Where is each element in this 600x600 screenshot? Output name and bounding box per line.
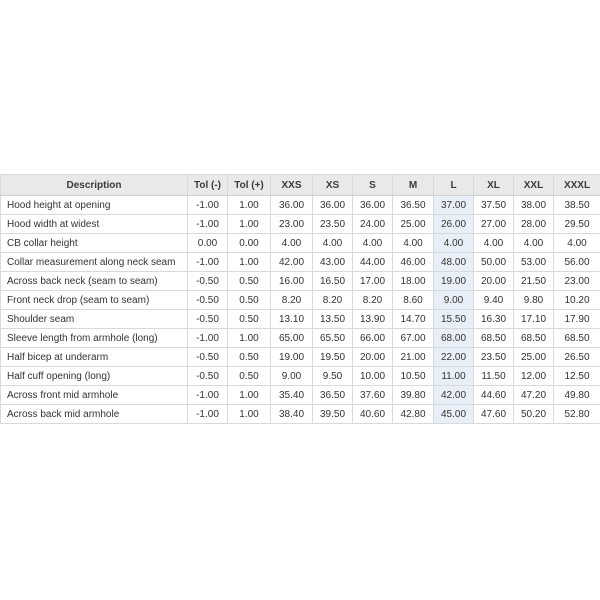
table-cell: 0.50 — [228, 272, 271, 291]
table-cell: 68.50 — [554, 329, 600, 348]
table-cell: 56.00 — [554, 253, 600, 272]
column-header-xxs: XXS — [271, 175, 313, 196]
table-row — [1, 310, 600, 329]
table-cell: 1.00 — [228, 196, 271, 215]
table-cell: 17.00 — [353, 272, 393, 291]
table-cell: 4.00 — [514, 234, 554, 253]
column-header-s: S — [353, 175, 393, 196]
table-cell: 1.00 — [228, 329, 271, 348]
table-cell: 47.60 — [474, 405, 514, 424]
table-cell: 37.50 — [474, 196, 514, 215]
row-description: Half bicep at underarm — [1, 348, 188, 367]
table-cell: -0.50 — [188, 367, 228, 386]
table-cell: 12.00 — [514, 367, 554, 386]
column-header-xl: XL — [474, 175, 514, 196]
table-cell: 1.00 — [228, 215, 271, 234]
table-cell: 39.50 — [313, 405, 353, 424]
table-cell: 18.00 — [393, 272, 434, 291]
table-cell: -1.00 — [188, 405, 228, 424]
table-cell: 38.00 — [514, 196, 554, 215]
table-row — [1, 234, 600, 253]
table-cell: 47.20 — [514, 386, 554, 405]
table-cell: 12.50 — [554, 367, 600, 386]
table-cell: 0.50 — [228, 348, 271, 367]
table-cell: 10.50 — [393, 367, 434, 386]
table-cell: 17.90 — [554, 310, 600, 329]
table-cell: 21.50 — [514, 272, 554, 291]
table-cell: 67.00 — [393, 329, 434, 348]
table-cell: -1.00 — [188, 215, 228, 234]
row-description: Collar measurement along neck seam — [1, 253, 188, 272]
table-row — [1, 291, 600, 310]
row-description: Across back mid armhole — [1, 405, 188, 424]
table-row — [1, 405, 600, 424]
table-cell: 1.00 — [228, 386, 271, 405]
table-cell: 68.50 — [474, 329, 514, 348]
row-description: Shoulder seam — [1, 310, 188, 329]
table-cell: 9.50 — [313, 367, 353, 386]
table-cell: 13.90 — [353, 310, 393, 329]
table-cell: 52.80 — [554, 405, 600, 424]
table-cell: 4.00 — [434, 234, 474, 253]
table-cell: 36.00 — [271, 196, 313, 215]
table-cell: -0.50 — [188, 291, 228, 310]
row-description: Sleeve length from armhole (long) — [1, 329, 188, 348]
table-cell: 40.60 — [353, 405, 393, 424]
table-row — [1, 329, 600, 348]
table-row — [1, 215, 600, 234]
table-cell: 4.00 — [393, 234, 434, 253]
table-cell: 0.50 — [228, 367, 271, 386]
table-cell: 9.80 — [514, 291, 554, 310]
table-cell: 36.50 — [393, 196, 434, 215]
column-header-tol: Tol (-) — [188, 175, 228, 196]
column-header-m: M — [393, 175, 434, 196]
table-cell: 29.50 — [554, 215, 600, 234]
table-cell: -0.50 — [188, 272, 228, 291]
table-cell: 49.80 — [554, 386, 600, 405]
table-cell: 25.00 — [393, 215, 434, 234]
table-cell: -1.00 — [188, 329, 228, 348]
table-cell: 16.00 — [271, 272, 313, 291]
column-header-xxxl: XXXL — [554, 175, 600, 196]
column-header-l: L — [434, 175, 474, 196]
table-cell: 38.40 — [271, 405, 313, 424]
table-row — [1, 253, 600, 272]
table-cell: 11.50 — [474, 367, 514, 386]
row-description: Hood height at opening — [1, 196, 188, 215]
table-cell: 68.50 — [514, 329, 554, 348]
table-cell: 23.50 — [474, 348, 514, 367]
table-cell: 44.00 — [353, 253, 393, 272]
table-cell: 65.50 — [313, 329, 353, 348]
row-description: Front neck drop (seam to seam) — [1, 291, 188, 310]
table-cell: 39.80 — [393, 386, 434, 405]
table-cell: 23.50 — [313, 215, 353, 234]
table-cell: 24.00 — [353, 215, 393, 234]
table-cell: 48.00 — [434, 253, 474, 272]
row-description: Across back neck (seam to seam) — [1, 272, 188, 291]
table-cell: 23.00 — [554, 272, 600, 291]
table-cell: 46.00 — [393, 253, 434, 272]
table-cell: 4.00 — [313, 234, 353, 253]
table-cell: -0.50 — [188, 348, 228, 367]
table-cell: -1.00 — [188, 253, 228, 272]
table-cell: 68.00 — [434, 329, 474, 348]
measurement-spec-table-container — [0, 174, 600, 424]
table-cell: 8.20 — [271, 291, 313, 310]
table-cell: 45.00 — [434, 405, 474, 424]
table-cell: 19.50 — [313, 348, 353, 367]
table-cell: 20.00 — [474, 272, 514, 291]
table-cell: 27.00 — [474, 215, 514, 234]
column-header-description: Description — [1, 175, 188, 196]
table-cell: 38.50 — [554, 196, 600, 215]
row-description: CB collar height — [1, 234, 188, 253]
table-cell: 10.20 — [554, 291, 600, 310]
table-cell: 8.60 — [393, 291, 434, 310]
table-cell: 36.00 — [313, 196, 353, 215]
table-cell: 35.40 — [271, 386, 313, 405]
table-cell: 4.00 — [474, 234, 514, 253]
table-row — [1, 196, 600, 215]
table-cell: 19.00 — [271, 348, 313, 367]
table-cell: 26.00 — [434, 215, 474, 234]
table-row — [1, 367, 600, 386]
table-cell: 1.00 — [228, 405, 271, 424]
table-cell: 66.00 — [353, 329, 393, 348]
measurement-spec-table — [0, 174, 600, 424]
table-cell: 8.20 — [313, 291, 353, 310]
table-cell: 65.00 — [271, 329, 313, 348]
row-description: Half cuff opening (long) — [1, 367, 188, 386]
table-cell: 19.00 — [434, 272, 474, 291]
table-cell: 23.00 — [271, 215, 313, 234]
table-cell: -1.00 — [188, 196, 228, 215]
table-cell: 44.60 — [474, 386, 514, 405]
table-header-row — [1, 175, 600, 196]
table-cell: 0.50 — [228, 310, 271, 329]
table-cell: 50.20 — [514, 405, 554, 424]
table-cell: 28.00 — [514, 215, 554, 234]
table-cell: 25.00 — [514, 348, 554, 367]
table-cell: -1.00 — [188, 386, 228, 405]
table-cell: 1.00 — [228, 253, 271, 272]
table-cell: 16.50 — [313, 272, 353, 291]
table-cell: 13.50 — [313, 310, 353, 329]
table-cell: 0.00 — [228, 234, 271, 253]
row-description: Across front mid armhole — [1, 386, 188, 405]
table-cell: 0.50 — [228, 291, 271, 310]
table-cell: 42.80 — [393, 405, 434, 424]
table-cell: 14.70 — [393, 310, 434, 329]
table-cell: 42.00 — [271, 253, 313, 272]
table-cell: 10.00 — [353, 367, 393, 386]
table-cell: 9.40 — [474, 291, 514, 310]
table-cell: 9.00 — [434, 291, 474, 310]
table-cell: 17.10 — [514, 310, 554, 329]
table-cell: 20.00 — [353, 348, 393, 367]
table-cell: 22.00 — [434, 348, 474, 367]
table-cell: 4.00 — [271, 234, 313, 253]
table-cell: 53.00 — [514, 253, 554, 272]
table-cell: 13.10 — [271, 310, 313, 329]
table-cell: 16.30 — [474, 310, 514, 329]
table-cell: 21.00 — [393, 348, 434, 367]
column-header-xs: XS — [313, 175, 353, 196]
table-row — [1, 272, 600, 291]
table-cell: 36.00 — [353, 196, 393, 215]
table-cell: 26.50 — [554, 348, 600, 367]
table-cell: 8.20 — [353, 291, 393, 310]
table-cell: 4.00 — [554, 234, 600, 253]
table-cell: 50.00 — [474, 253, 514, 272]
table-cell: 42.00 — [434, 386, 474, 405]
table-cell: 43.00 — [313, 253, 353, 272]
column-header-xxl: XXL — [514, 175, 554, 196]
table-cell: -0.50 — [188, 310, 228, 329]
table-cell: 37.60 — [353, 386, 393, 405]
table-cell: 37.00 — [434, 196, 474, 215]
table-row — [1, 348, 600, 367]
table-cell: 0.00 — [188, 234, 228, 253]
column-header-tol: Tol (+) — [228, 175, 271, 196]
table-header — [1, 175, 600, 196]
table-cell: 9.00 — [271, 367, 313, 386]
row-description: Hood width at widest — [1, 215, 188, 234]
table-cell: 15.50 — [434, 310, 474, 329]
table-cell: 36.50 — [313, 386, 353, 405]
table-cell: 4.00 — [353, 234, 393, 253]
table-row — [1, 386, 600, 405]
table-cell: 11.00 — [434, 367, 474, 386]
table-body — [1, 196, 600, 424]
